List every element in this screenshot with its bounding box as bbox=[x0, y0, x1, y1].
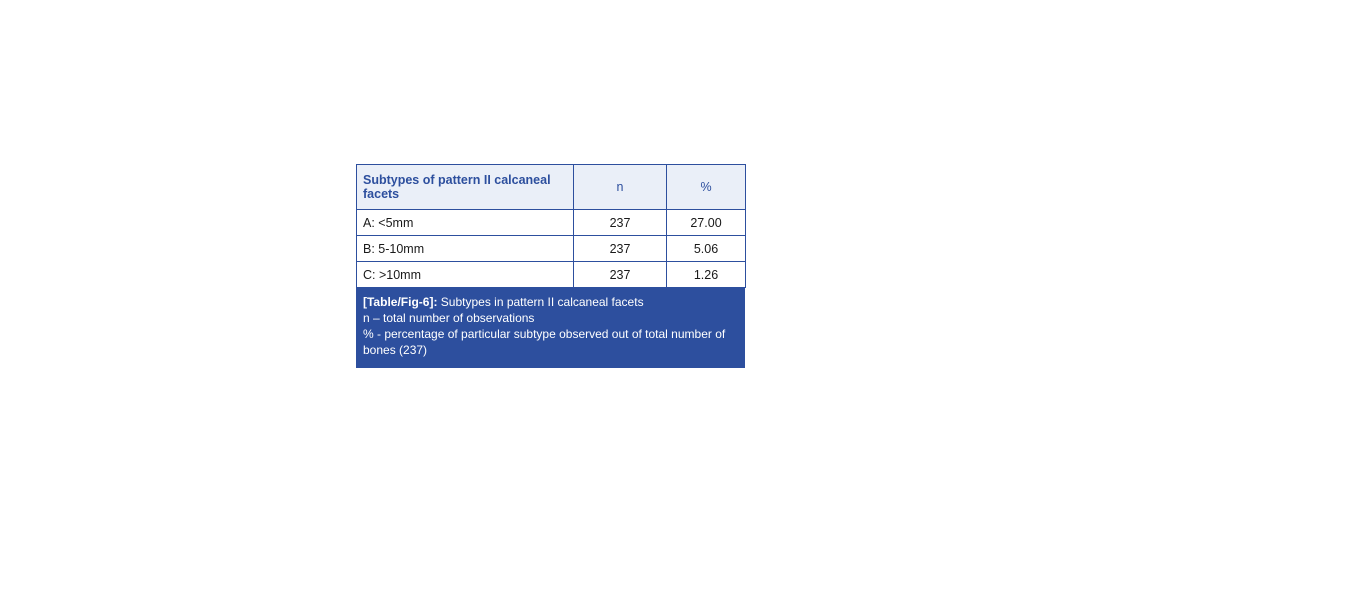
cell-subtype-label: C: >10mm bbox=[357, 262, 574, 288]
caption-note-n: n – total number of observations bbox=[363, 310, 535, 325]
table-row bbox=[357, 236, 746, 262]
caption-title-text: Subtypes in pattern II calcaneal facets bbox=[440, 295, 644, 309]
cell-percent: 1.26 bbox=[667, 262, 746, 288]
table-header-row bbox=[357, 165, 746, 210]
table-body bbox=[357, 210, 746, 288]
table-row bbox=[357, 262, 746, 288]
cell-n: 237 bbox=[574, 236, 667, 262]
cell-subtype-label: A: <5mm bbox=[357, 210, 574, 236]
cell-percent: 27.00 bbox=[667, 210, 746, 236]
column-header-subtypes: Subtypes of pattern II calcaneal facets bbox=[357, 165, 574, 210]
cell-n: 237 bbox=[574, 210, 667, 236]
cell-percent: 5.06 bbox=[667, 236, 746, 262]
table-header bbox=[357, 165, 746, 210]
subtypes-table bbox=[356, 164, 746, 288]
cell-subtype-label: B: 5-10mm bbox=[357, 236, 574, 262]
caption-note-percent: % - percentage of particular subtype observed out of total number of bones (237) bbox=[363, 326, 726, 357]
caption-figure-label: [Table/Fig-6]: bbox=[363, 295, 438, 309]
table-caption bbox=[356, 288, 745, 368]
caption-title-line bbox=[363, 295, 738, 311]
column-header-n: n bbox=[574, 165, 667, 210]
cell-n: 237 bbox=[574, 262, 667, 288]
table-figure bbox=[356, 164, 745, 368]
column-header-percent: % bbox=[667, 165, 746, 210]
table-row bbox=[357, 210, 746, 236]
